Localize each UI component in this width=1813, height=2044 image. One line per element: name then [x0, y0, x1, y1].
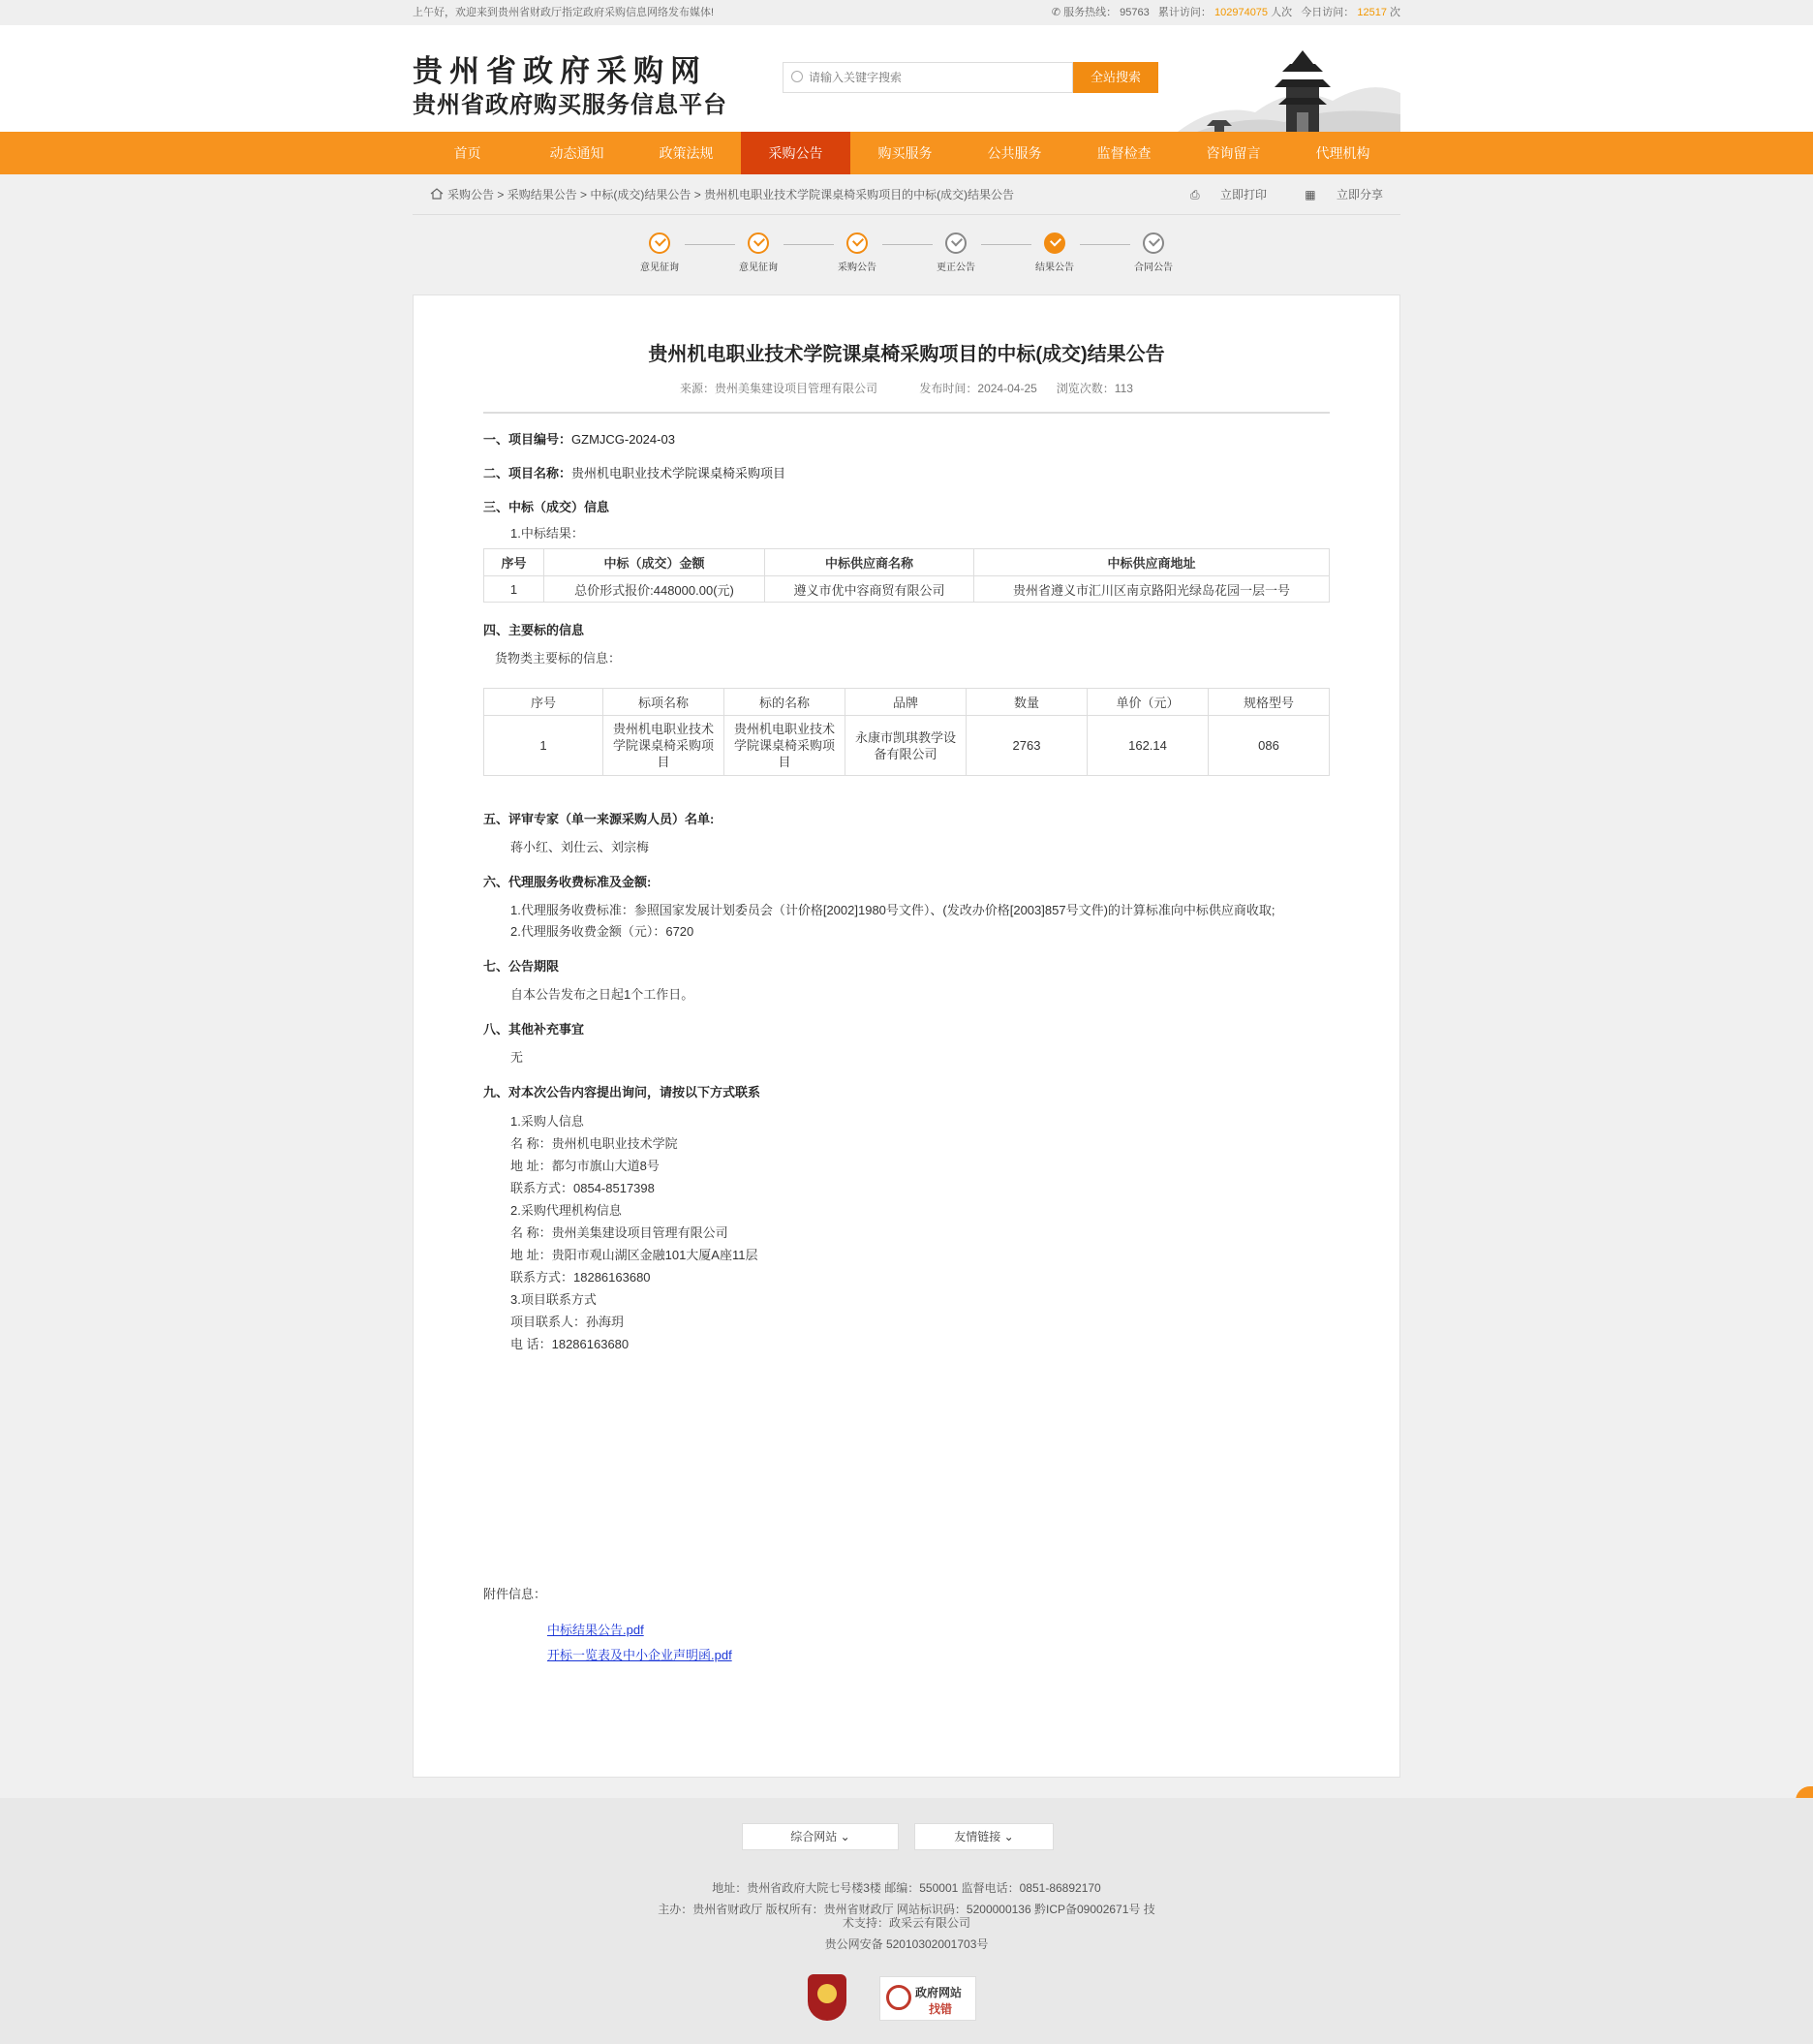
footer-address: 地址：贵州省政府大院七号楼3楼 邮编：550001 监督电话：0851-86892170 — [712, 1881, 1101, 1895]
nav-agencies[interactable]: 代理机构 — [1315, 145, 1370, 161]
step-label: 合同公告 — [1134, 263, 1173, 273]
search-icon — [791, 71, 803, 82]
main-nav — [0, 132, 1813, 174]
project-number: GZMJCG-2024-03 — [571, 432, 675, 447]
contact-line: 名 称：贵州美集建设项目管理有限公司 — [510, 1225, 728, 1240]
section-2 — [483, 463, 1330, 481]
crumb-results[interactable]: 采购结果公告 > — [507, 188, 588, 201]
step-consult-1[interactable] — [630, 232, 689, 273]
search-button[interactable]: 全站搜索 — [1073, 62, 1158, 93]
contact-line: 3.项目联系方式 — [510, 1292, 597, 1307]
table-header: 中标（成交）金额 — [544, 549, 765, 576]
nav-home[interactable]: 首页 — [453, 145, 481, 161]
step-result[interactable] — [1026, 232, 1084, 273]
total-label: 累计访问： — [1157, 7, 1212, 18]
table-header: 序号 — [484, 689, 603, 716]
badge-sublabel: 找错 — [929, 2002, 953, 2016]
nav-public-service[interactable]: 公共服务 — [987, 145, 1042, 161]
table-header: 单价（元） — [1088, 689, 1209, 716]
table-cell: 贵州机电职业技术学院课桌椅采购项目 — [724, 716, 845, 776]
table-cell: 1 — [484, 716, 603, 776]
nav-notices[interactable]: 动态通知 — [549, 145, 604, 161]
share-button[interactable] — [1287, 188, 1383, 201]
crumb-award[interactable]: 中标(成交)结果公告 > — [590, 188, 701, 201]
check-icon — [945, 232, 967, 254]
hotline-label: 服务热线： — [1063, 7, 1118, 18]
step-label: 结果公告 — [1035, 263, 1074, 273]
crumb-procurement[interactable]: 采购公告 > — [447, 188, 505, 201]
table-cell: 贵州机电职业技术学院课桌椅采购项目 — [603, 716, 724, 776]
section-1 — [483, 429, 1330, 448]
step-consult-2[interactable] — [729, 232, 787, 273]
print-label: 立即打印 — [1219, 188, 1267, 201]
home-icon[interactable] — [430, 188, 444, 200]
table-cell: 总价形式报价:448000.00(元) — [544, 576, 765, 603]
fee-standard: 1.代理服务收费标准：参照国家发展计划委员会（计价格[2002]1980号文件）、(发改办价格[2003]857号文件)的计算标准向中标供应商收取; — [510, 903, 1275, 917]
other-matters: 无 — [510, 1050, 524, 1065]
badge-label: 政府网站 — [915, 1986, 963, 1999]
contact-line: 1.采购人信息 — [510, 1114, 584, 1129]
article-date: 发布时间：2024-04-25 — [919, 382, 1037, 395]
section-5: 五、评审专家（单一来源采购人员）名单: — [483, 812, 715, 826]
table-cell: 遵义市优中容商贸有限公司 — [765, 576, 974, 603]
greeting-text: 上午好，欢迎来到贵州省财政厅指定政府采购信息网络发布媒体! — [413, 7, 715, 18]
step-correction[interactable] — [927, 232, 985, 273]
search-input[interactable] — [809, 67, 1060, 88]
process-steps — [413, 215, 1400, 294]
step-connector — [981, 244, 1031, 245]
contact-line: 联系方式：18286163680 — [510, 1270, 651, 1285]
step-connector — [685, 244, 735, 245]
article-panel — [413, 294, 1400, 1778]
step-label: 意见征询 — [640, 263, 679, 273]
friend-links-dropdown[interactable]: 友情链接 ⌄ — [914, 1823, 1054, 1850]
table-header: 规格型号 — [1209, 689, 1330, 716]
table-cell: 162.14 — [1088, 716, 1209, 776]
nav-supervision[interactable]: 监督检查 — [1096, 145, 1152, 161]
section-label: 一、项目编号： — [483, 432, 572, 447]
section-label: 二、项目名称： — [483, 466, 572, 480]
magnifier-icon — [886, 1985, 911, 2010]
site-footer — [0, 1798, 1813, 2044]
footer-host: 主办：贵州省财政厅 版权所有：贵州省财政厅 网站标识码：5200000136 黔ICP备09002671号 技 — [658, 1903, 1155, 1916]
today-value: 12517 — [1357, 7, 1387, 18]
contact-info — [483, 1110, 1330, 1355]
nav-procurement[interactable]: 采购公告 — [741, 132, 850, 174]
check-icon — [1044, 232, 1065, 254]
attachments-label: 附件信息： — [483, 1587, 547, 1601]
contact-line: 项目联系人：孙海玥 — [510, 1315, 625, 1329]
total-value: 102974075 — [1214, 7, 1269, 18]
nav-policy[interactable]: 政策法规 — [659, 145, 714, 161]
check-icon — [649, 232, 670, 254]
today-unit: 次 — [1390, 7, 1400, 18]
crumb-current: 贵州机电职业技术学院课桌椅采购项目的中标(成交)结果公告 — [704, 188, 1015, 201]
table-row — [484, 716, 1330, 776]
search-box[interactable] — [783, 62, 1073, 93]
share-label: 立即分享 — [1336, 188, 1383, 201]
site-subtitle[interactable]: 贵州省政府购买服务信息平台 — [413, 92, 727, 118]
goods-label: 货物类主要标的信息： — [495, 651, 622, 666]
print-button[interactable] — [1173, 188, 1267, 201]
hotline-value: 95763 — [1120, 7, 1150, 18]
fee-amount: 2.代理服务收费金额（元）：6720 — [510, 924, 694, 939]
step-connector — [1080, 244, 1130, 245]
top-bar — [0, 0, 1813, 25]
section-3: 三、中标（成交）信息 — [483, 500, 610, 514]
gov-site-error-badge[interactable] — [879, 1976, 976, 2021]
site-header — [0, 25, 1813, 132]
table-header: 中标供应商地址 — [974, 549, 1330, 576]
table-header: 品牌 — [845, 689, 967, 716]
award-result-label: 1.中标结果： — [510, 526, 584, 541]
table-cell: 2763 — [967, 716, 1088, 776]
step-procurement[interactable] — [828, 232, 886, 273]
step-label: 采购公告 — [838, 263, 876, 273]
check-icon — [748, 232, 769, 254]
table-row — [484, 576, 1330, 603]
table-cell: 永康市凯琪教学设备有限公司 — [845, 716, 967, 776]
check-icon — [1143, 232, 1164, 254]
table-header: 中标供应商名称 — [765, 549, 974, 576]
contact-line: 联系方式：0854-8517398 — [510, 1181, 655, 1195]
goods-table — [483, 688, 1330, 776]
article-views: 浏览次数：113 — [1056, 382, 1133, 395]
contact-line: 电 话：18286163680 — [510, 1337, 630, 1351]
breadcrumb — [413, 174, 1400, 215]
contact-line: 地 址：贵阳市观山湖区金融101大厦A座11层 — [510, 1248, 758, 1262]
site-title[interactable]: 贵州省政府采购网 — [413, 54, 707, 88]
article-source: 来源：贵州美集建设项目管理有限公司 — [680, 382, 878, 395]
contact-line: 地 址：都匀市旗山大道8号 — [510, 1159, 660, 1173]
section-7: 七、公告期限 — [483, 959, 560, 974]
project-name: 贵州机电职业技术学院课桌椅采购项目 — [571, 466, 786, 480]
table-header: 数量 — [967, 689, 1088, 716]
visit-stats — [1052, 0, 1400, 25]
today-label: 今日访问： — [1301, 7, 1355, 18]
printer-icon: ⎙ — [1189, 188, 1200, 201]
section-8: 八、其他补充事宜 — [483, 1022, 585, 1037]
nav-purchase-service[interactable]: 购买服务 — [877, 145, 933, 161]
composite-sites-dropdown[interactable]: 综合网站 ⌄ — [742, 1823, 899, 1850]
step-contract[interactable] — [1124, 232, 1183, 273]
table-cell: 086 — [1209, 716, 1330, 776]
table-cell: 贵州省遵义市汇川区南京路阳光绿岛花园一层一号 — [974, 576, 1330, 603]
qr-code-icon: ▦ — [1305, 188, 1316, 201]
phone-icon: ✆ — [1051, 7, 1061, 18]
step-label: 意见征询 — [739, 263, 778, 273]
section-6: 六、代理服务收费标准及金额: — [483, 875, 652, 889]
attachments — [483, 1584, 732, 1668]
footer-security: 贵公网安备 52010302001703号 — [824, 1937, 989, 1951]
footer-info — [0, 1877, 1813, 1955]
table-header: 标项名称 — [603, 689, 724, 716]
attachment-link-bid-list[interactable]: 开标一览表及中小企业声明函.pdf — [547, 1648, 732, 1662]
award-table — [483, 548, 1330, 603]
table-cell: 1 — [484, 576, 544, 603]
attachment-link-result[interactable]: 中标结果公告.pdf — [547, 1623, 644, 1637]
nav-consult[interactable]: 咨询留言 — [1206, 145, 1261, 161]
table-header: 标的名称 — [724, 689, 845, 716]
experts-list: 蒋小红、刘仕云、刘宗梅 — [510, 840, 650, 854]
section-9: 九、对本次公告内容提出询问，请按以下方式联系 — [483, 1085, 761, 1099]
step-label: 更正公告 — [937, 263, 975, 273]
total-unit: 人次 — [1271, 7, 1293, 18]
article-meta — [483, 380, 1330, 414]
pagoda-illustration — [1178, 45, 1400, 132]
table-header: 序号 — [484, 549, 544, 576]
step-connector — [882, 244, 933, 245]
party-emblem-badge[interactable] — [808, 1974, 846, 2021]
contact-line: 名 称：贵州机电职业技术学院 — [510, 1136, 678, 1151]
check-icon — [846, 232, 868, 254]
contact-line: 2.采购代理机构信息 — [510, 1203, 622, 1218]
step-connector — [784, 244, 834, 245]
footer-support: 术支持：政采云有限公司 — [842, 1916, 970, 1930]
section-4: 四、主要标的信息 — [483, 623, 585, 637]
notice-period: 自本公告发布之日起1个工作日。 — [510, 987, 694, 1002]
article-title: 贵州机电职业技术学院课桌椅采购项目的中标(成交)结果公告 — [648, 344, 1165, 365]
